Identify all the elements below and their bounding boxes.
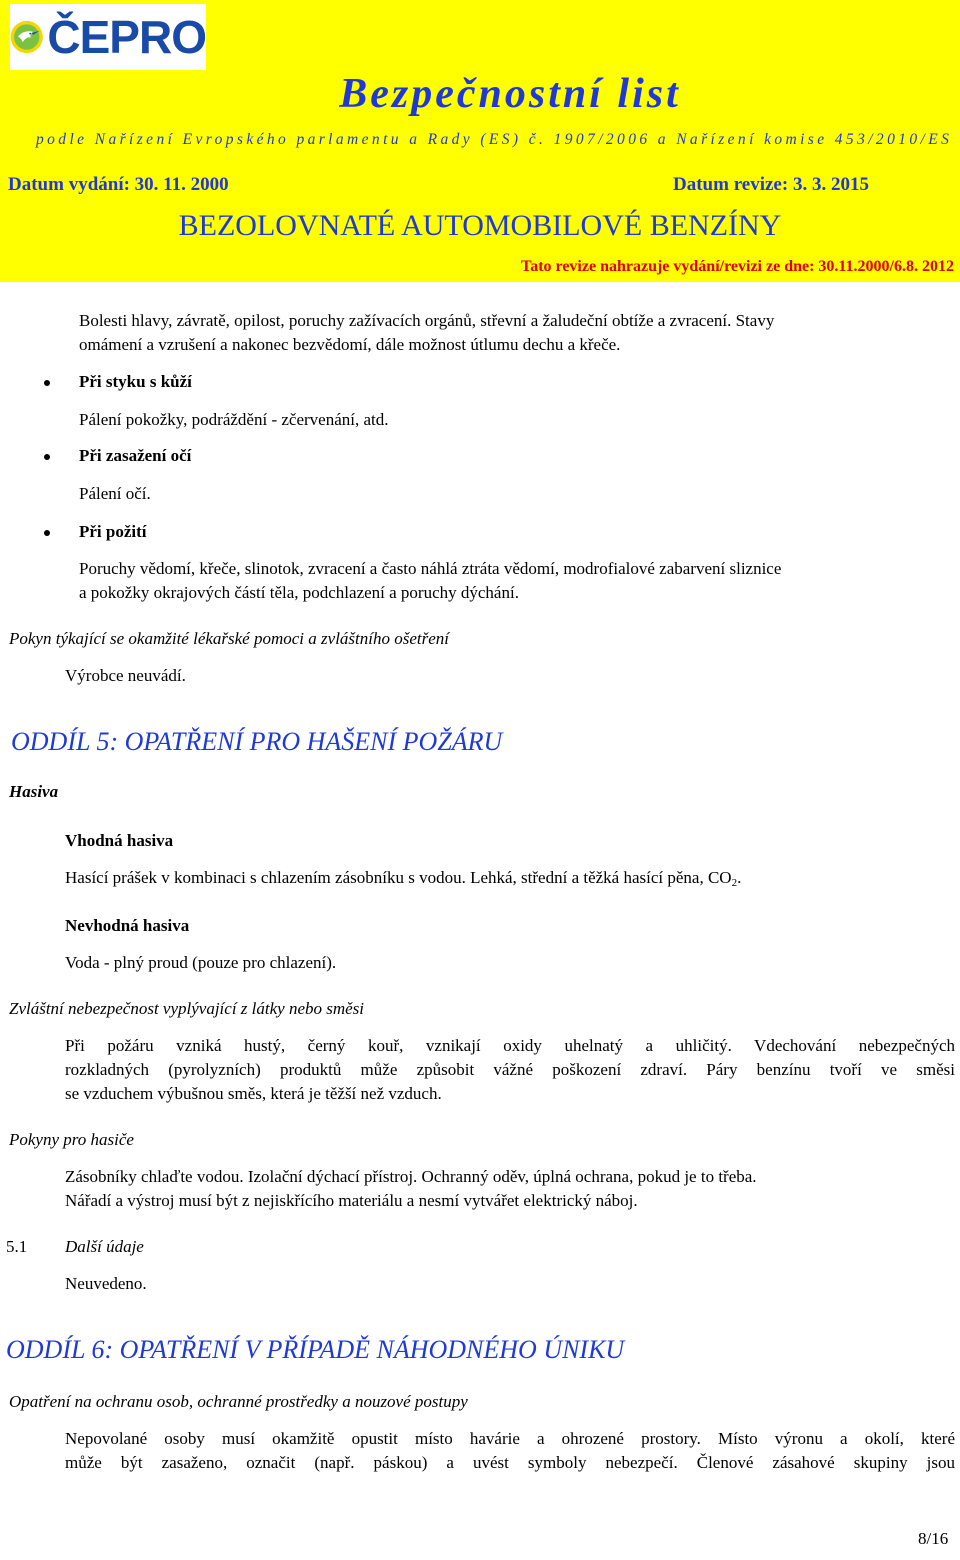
medical-aid-text: Výrobce neuvádí. <box>65 666 186 685</box>
product-name: BEZOLOVNATÉ AUTOMOBILOVÉ BENZÍNY <box>178 209 782 242</box>
unsuitable-media-heading: Nevhodná hasiva <box>65 916 190 935</box>
section-6-title: ODDÍL 6: OPATŘENÍ V PŘÍPADĚ NÁHODNÉHO ÚNIKU <box>6 1335 625 1364</box>
eye-contact-heading: Při zasažení očí <box>79 446 192 465</box>
document-header <box>0 0 960 282</box>
section-5-1-heading: Další údaje <box>65 1237 144 1256</box>
bullet-icon <box>44 454 50 460</box>
section-5-1-number: 5.1 <box>6 1237 28 1256</box>
personal-precautions-heading: Opatření na ochranu osob, ochranné prostředky a nouzové postupy <box>9 1392 468 1411</box>
unsuitable-media-text: Voda - plný proud (pouze pro chlazení). <box>65 953 337 972</box>
firefighters-text-line-2: Nářadí a výstroj musí být z nejiskřícího materiálu a nesmí vytvářet elektrický náboj. <box>65 1191 638 1210</box>
cepro-logo <box>10 4 206 70</box>
section-5-title: ODDÍL 5: OPATŘENÍ PRO HAŠENÍ POŽÁRU <box>11 727 503 756</box>
special-hazards-heading: Zvláštní nebezpečnost vyplývající z látky nebo směsi <box>9 999 365 1018</box>
replaces-revision: Tato revize nahrazuje vydání/revizi ze dne: 30.11.2000/6.8. 2012 <box>520 258 954 275</box>
medical-aid-heading: Pokyn týkající se okamžité lékařské pomoci a zvláštního ošetření <box>9 629 449 648</box>
extinguishing-media-heading: Hasiva <box>9 782 59 801</box>
special-hazards-line-3: se vzduchem výbušnou směs, která je těžší než vzduch. <box>65 1084 442 1103</box>
ingestion-text-line-1: Poruchy vědomí, křeče, slinotok, zvracení a často náhlá ztráta vědomí, modrofialové zabarvení sliznice <box>79 559 782 578</box>
issue-date: Datum vydání: 30. 11. 2000 <box>8 174 229 195</box>
co2-subscript: 2 <box>731 877 738 889</box>
logo-wordmark: ČEPRO <box>47 11 206 63</box>
bullet-icon <box>44 530 50 536</box>
eye-contact-text: Pálení očí. <box>79 484 151 503</box>
skin-contact-text: Pálení pokožky, podráždění - zčervenání, atd. <box>79 410 389 429</box>
hummingbird-logo-icon <box>10 6 43 68</box>
ingestion-heading: Při požití <box>79 522 147 541</box>
special-hazards-line-1: Při požáru vzniká hustý, černý kouř, vznikají oxidy uhelnatý a uhličitý. Vdechování nebezpečných <box>65 1036 955 1055</box>
suitable-media-text-end: . <box>737 868 742 887</box>
inhalation-text-line-2: omámení a vzrušení a nakonec bezvědomí, dále možnost útlumu dechu a křeče. <box>79 335 621 354</box>
suitable-media-heading: Vhodná hasiva <box>65 831 174 850</box>
suitable-media-text <box>65 866 741 895</box>
section-5-1-text: Neuvedeno. <box>65 1274 147 1293</box>
special-hazards-line-2: rozkladných (pyrolyzních) produktů může způsobit vážné poškození zdraví. Páry benzínu tvoří ve směsi <box>65 1060 955 1079</box>
suitable-media-text-main: Hasící prášek v kombinaci s chlazením zásobníku s vodou. Lehká, střední a těžká hasící pěna, CO <box>65 868 732 887</box>
skin-contact-heading: Při styku s kůží <box>79 372 192 391</box>
document-title-text: Bezpečnostní list <box>339 71 681 117</box>
bullet-icon <box>44 380 50 386</box>
personal-precautions-line-2: může být zasaženo, označit (např. páskou) a uvést symboly nebezpečí. Členové zásahové skupiny jsou <box>65 1453 955 1472</box>
regulation-line: podle Nařízení Evropského parlamentu a Rady (ES) č. 1907/2006 a Nařízení komise 453/2010/ES <box>36 131 953 148</box>
document-title <box>0 70 960 118</box>
page-number: 8/16 <box>918 1529 949 1548</box>
personal-precautions-line-1: Nepovolané osoby musí okamžitě opustit místo havárie a ohrozené prostory. Místo výronu a okolí, které <box>65 1429 955 1448</box>
firefighters-heading: Pokyny pro hasiče <box>9 1130 134 1149</box>
revision-date: Datum revize: 3. 3. 2015 <box>673 174 869 195</box>
firefighters-text-line-1: Zásobníky chlaďte vodou. Izolační dýchací přístroj. Ochranný oděv, úplná ochrana, pokud je to třeba. <box>65 1167 757 1186</box>
ingestion-text-line-2: a pokožky okrajových částí těla, podchlazení a poruchy dýchání. <box>79 583 519 602</box>
inhalation-text-line-1: Bolesti hlavy, závratě, opilost, poruchy zažívacích orgánů, střevní a žaludeční obtíže a zvracení. Stavy <box>79 311 775 330</box>
